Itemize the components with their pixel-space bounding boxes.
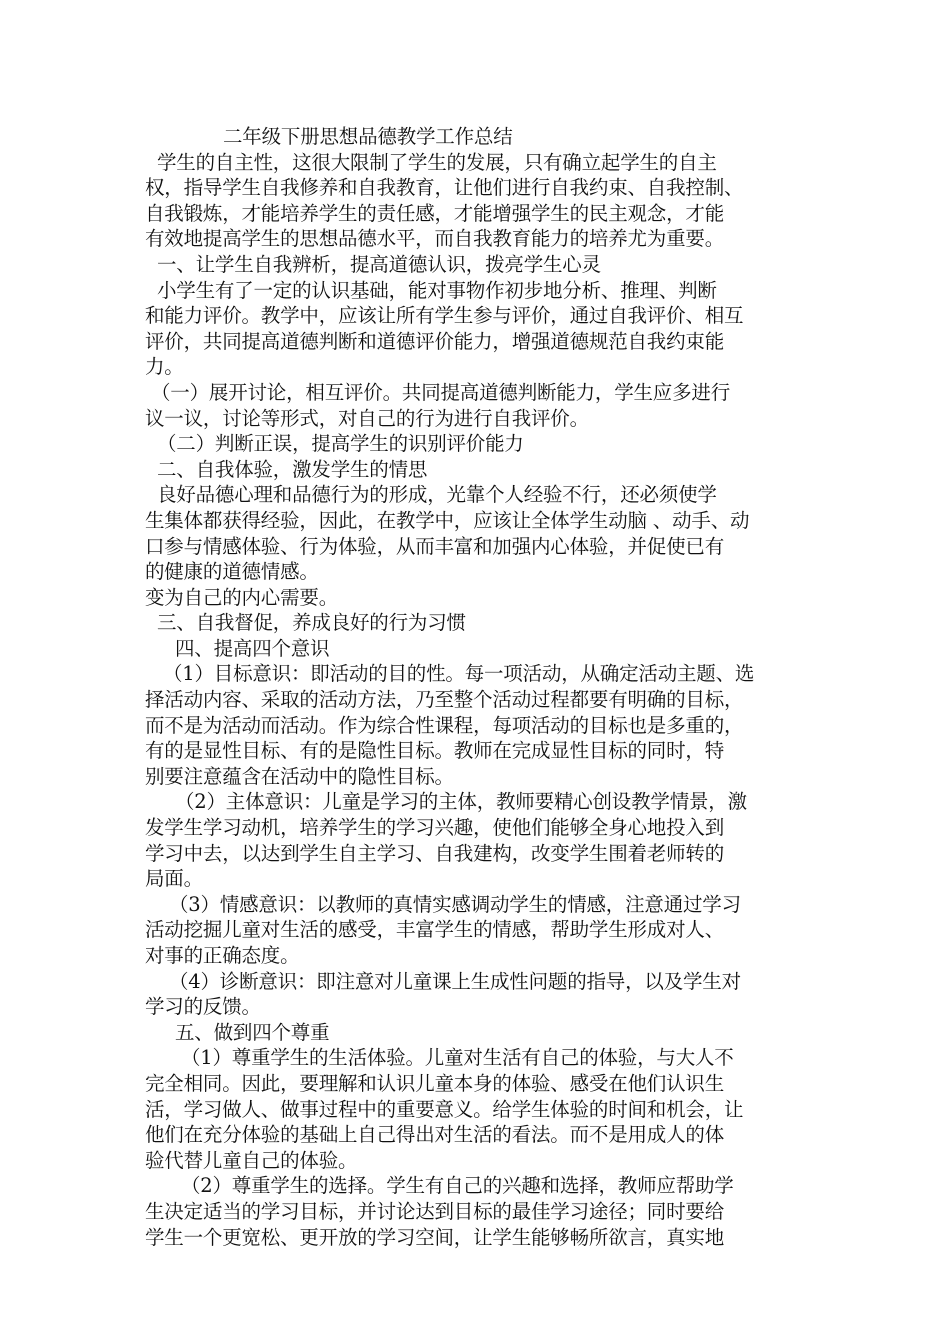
text-line: （2）主体意识：儿童是学习的主体，教师要精心创设教学情景，激 [145, 790, 747, 814]
text-line: 对事的正确态度。 [145, 944, 300, 967]
text-line: 有的是显性目标、有的是隐性目标。教师在完成显性目标的同时，特 [145, 739, 725, 763]
text-line: 学习中去，以达到学生自主学习、自我建构，改变学生围着老师转的 [145, 841, 725, 865]
text-line: 议一议，讨论等形式，对自己的行为进行自我评价。 [145, 406, 589, 430]
text-line: （一）展开讨论，相互评价。共同提高道德判断能力，学生应多进行 [145, 380, 730, 404]
text-line: 验代替儿童自己的体验。 [145, 1148, 358, 1172]
text-line: 局面。 [145, 867, 203, 891]
text-line: 活动挖掘儿童对生活的感受，丰富学生的情感，帮助学生形成对人、 [145, 918, 725, 942]
text-line: 活，学习做人、做事过程中的重要意义。给学生体验的时间和机会，让 [145, 1097, 744, 1121]
text-line: 四、提高四个意识 [145, 636, 330, 660]
text-line: 二、自我体验，激发学生的情思 [145, 457, 428, 481]
text-line: 而不是为活动而活动。作为综合性课程，每项活动的目标也是多重的， [145, 713, 744, 737]
text-line: 完全相同。因此，要理解和认识儿童本身的体验、感受在他们认识生 [145, 1071, 725, 1095]
text-line: （2）尊重学生的选择。学生有自己的兴趣和选择，教师应帮助学 [145, 1174, 734, 1198]
text-line: 学生一个更宽松、更开放的学习空间，让学生能够畅所欲言，真实地 [145, 1225, 725, 1249]
text-line: 生决定适当的学习目标，并讨论达到目标的最佳学习途径；同时要给 [145, 1199, 725, 1223]
text-line: 生集体都获得经验，因此，在教学中，应该让全体学生动脑 、动手、动 [145, 508, 750, 532]
text-line: 发学生学习动机，培养学生的学习兴趣，使他们能够全身心地投入到 [145, 816, 725, 840]
text-line: （4）诊断意识：即注意对儿童课上生成性问题的指导，以及学生对 [145, 969, 741, 993]
text-line: 有效地提高学生的思想品德水平，而自我教育能力的培养尤为重要。 [145, 227, 725, 251]
text-line: 和能力评价。教学中，应该让所有学生参与评价，通过自我评价、相互 [145, 304, 744, 328]
text-line: 的健康的道德情感。 [145, 560, 319, 584]
document-title: 二年级下册思想品德教学工作总结 [223, 125, 513, 148]
text-line: 权，指导学生自我修养和自我教育，让他们进行自我约束、自我控制、 [145, 176, 744, 200]
text-line: 评价，共同提高道德判断和道德评价能力，增强道德规范自我约束能 [145, 329, 725, 353]
text-line: 良好品德心理和品德行为的形成，光靠个人经验不行，还必须使学 [145, 483, 717, 507]
text-line: （1）目标意识：即活动的目的性。每一项活动，从确定活动主题、选 [145, 662, 755, 686]
text-line: 学生的自主性，这很大限制了学生的发展，只有确立起学生的自主 [145, 150, 717, 174]
text-line: 口参与情感体验、行为体验，从而丰富和加强内心体验，并促使已有 [145, 534, 725, 558]
document-lines [145, 150, 810, 1251]
text-line: 一、让学生自我辨析，提高道德认识，拨亮学生心灵 [145, 252, 601, 276]
text-line: 三、自我督促，养成良好的行为习惯 [145, 611, 466, 635]
text-line: 五、做到四个尊重 [145, 1020, 330, 1044]
text-line: （二）判断正误，提高学生的识别评价能力 [145, 432, 524, 456]
text-line: 别要注意蕴含在活动中的隐性目标。 [145, 764, 454, 788]
text-line: 变为自己的内心需要。 [145, 585, 339, 609]
text-line: 择活动内容、采取的活动方法，乃至整个活动过程都要有明确的目标， [145, 688, 744, 712]
text-line: （1）尊重学生的生活体验。儿童对生活有自己的体验，与大人不 [145, 1046, 734, 1070]
text-line: 小学生有了一定的认识基础，能对事物作初步地分析、推理、判断 [145, 278, 717, 302]
text-line: 学习的反馈。 [145, 995, 261, 1019]
text-line: 他们在充分体验的基础上自己得出对生活的看法。而不是用成人的体 [145, 1123, 725, 1147]
text-line: （3）情感意识：以教师的真情实感调动学生的情感，注意通过学习 [145, 892, 741, 916]
text-line: 自我锻炼，才能培养学生的责任感，才能增强学生的民主观念，才能 [145, 201, 725, 225]
document-body [145, 124, 810, 1250]
text-line: 力。 [145, 355, 184, 379]
